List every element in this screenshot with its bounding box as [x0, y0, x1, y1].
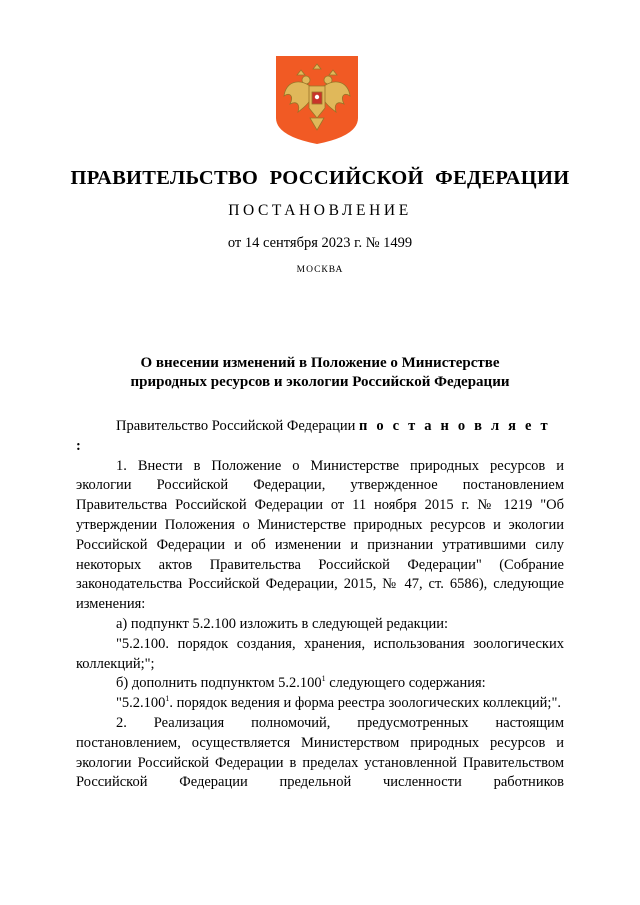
subparagraph-b — [76, 674, 564, 694]
subparagraph-b-quote — [76, 694, 564, 714]
superscript: 1 — [321, 674, 326, 684]
government-title: ПРАВИТЕЛЬСТВО РОССИЙСКОЙ ФЕДЕРАЦИИ — [70, 167, 570, 189]
city-label: МОСКВА — [296, 265, 344, 275]
subparagraph-b-text: б) дополнить подпунктом 5.2.100 — [116, 675, 322, 692]
superscript: 1 — [165, 694, 170, 704]
quote-prefix: "5.2.100 — [116, 695, 166, 712]
subject-line-1: О внесении изменений в Положение о Министерстве — [140, 355, 500, 371]
decree-subject — [0, 354, 640, 392]
resolves-word: п о с т а н о в л я е т : — [76, 418, 551, 454]
paragraph-1: 1. Внести в Положение о Министерстве природных ресурсов и экологии Российской Федерации, утвержденное постановлением Правительства Российской Федерации от 11 ноября 2015 г. № 1219 "Об утверждении Положения о Министерстве природных ресурсов и экологии Российской Федерации и об изменении и признании утратившими силу некоторых актов Правительства Российской Федерации" (Собрание законодательства Российской Федерации, 2015, № 47, ст. 6586), следующие изменения: — [76, 457, 564, 613]
decree-date-number: от 14 сентября 2023 г. № 1499 — [227, 235, 413, 251]
document-type: ПОСТАНОВЛЕНИЕ — [228, 202, 412, 219]
coat-of-arms-russia-icon — [276, 56, 358, 144]
paragraph-2: 2. Реализация полномочий, предусмотренных настоящим постановлением, осуществляется Министерством природных ресурсов и экологии Российской Федерации в пределах установленной Правительством Российской Федерации предельной численности работников — [76, 714, 564, 791]
subject-line-2: природных ресурсов и экологии Российской Федерации — [130, 374, 510, 390]
quote-suffix: . порядок ведения и форма реестра зоологических коллекций;". — [169, 695, 561, 712]
subparagraph-b-suffix: следующего содержания: — [325, 675, 486, 692]
intro-paragraph — [76, 417, 564, 457]
decree-body — [76, 417, 564, 793]
intro-text: Правительство Российской Федерации — [116, 418, 359, 434]
subparagraph-a: а) подпункт 5.2.100 изложить в следующей редакции: — [116, 615, 449, 632]
subparagraph-a-quote: "5.2.100. порядок создания, хранения, использования зоологических коллекций;"; — [76, 635, 564, 672]
